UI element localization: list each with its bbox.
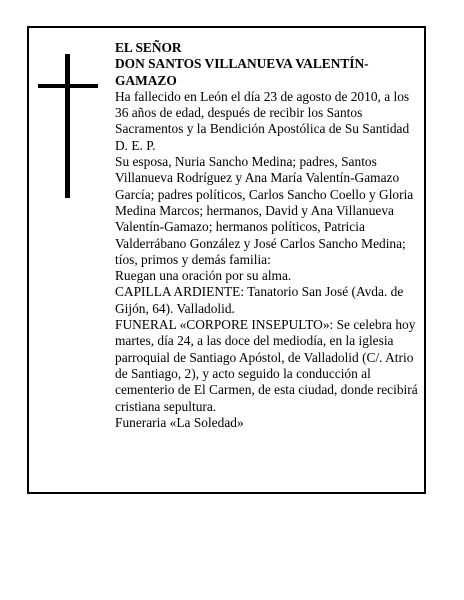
funeral-info: FUNERAL «CORPORE INSEPULTO»: Se celebra hoy martes, día 24, a las doce del mediodía, en la iglesia parroquial de Santiago Apóstol, de Valladolid (C/. Atrio de Santiago, 2), y acto seguido la conducción al cementerio de El Carmen, de esta ciudad, donde recibirá cristiana sepultura. bbox=[115, 317, 418, 414]
cross-horizontal-bar bbox=[38, 84, 98, 88]
deceased-title-line-1: EL SEÑOR bbox=[115, 40, 182, 55]
cross-vertical-bar bbox=[65, 54, 70, 198]
latin-cross-icon bbox=[38, 54, 98, 198]
funeral-home: Funeraria «La Soledad» bbox=[115, 414, 244, 430]
family-paragraph: Su esposa, Nuria Sancho Medina; padres, Santos Villanueva Rodríguez y Ana María Valentín-Gamazo García; padres políticos, Carlos Sancho Coello y Gloria Medina Marcos; hermanos, David y Ana Villanueva Valentín-Gamazo; hermanos políticos, Patricia Valderrábano González y José Carlos Sancho Medina; tíos, primos y demás familia: bbox=[115, 154, 414, 267]
death-announcement-paragraph: Ha fallecido en León el día 23 de agosto de 2010, a los 36 años de edad, después de recibir los Santos Sacramentos y la Bendición Apostólica de Su Santidad D. E. P. bbox=[115, 88, 410, 153]
deceased-name: DON SANTOS VILLANUEVA VALENTÍN-GAMAZO bbox=[115, 56, 369, 88]
chapel-info: CAPILLA ARDIENTE: Tanatorio San José (Avda. de Gijón, 64). Valladolid. bbox=[115, 284, 404, 316]
prayer-request: Ruegan una oración por su alma. bbox=[115, 268, 292, 284]
obituary-text bbox=[115, 40, 422, 431]
